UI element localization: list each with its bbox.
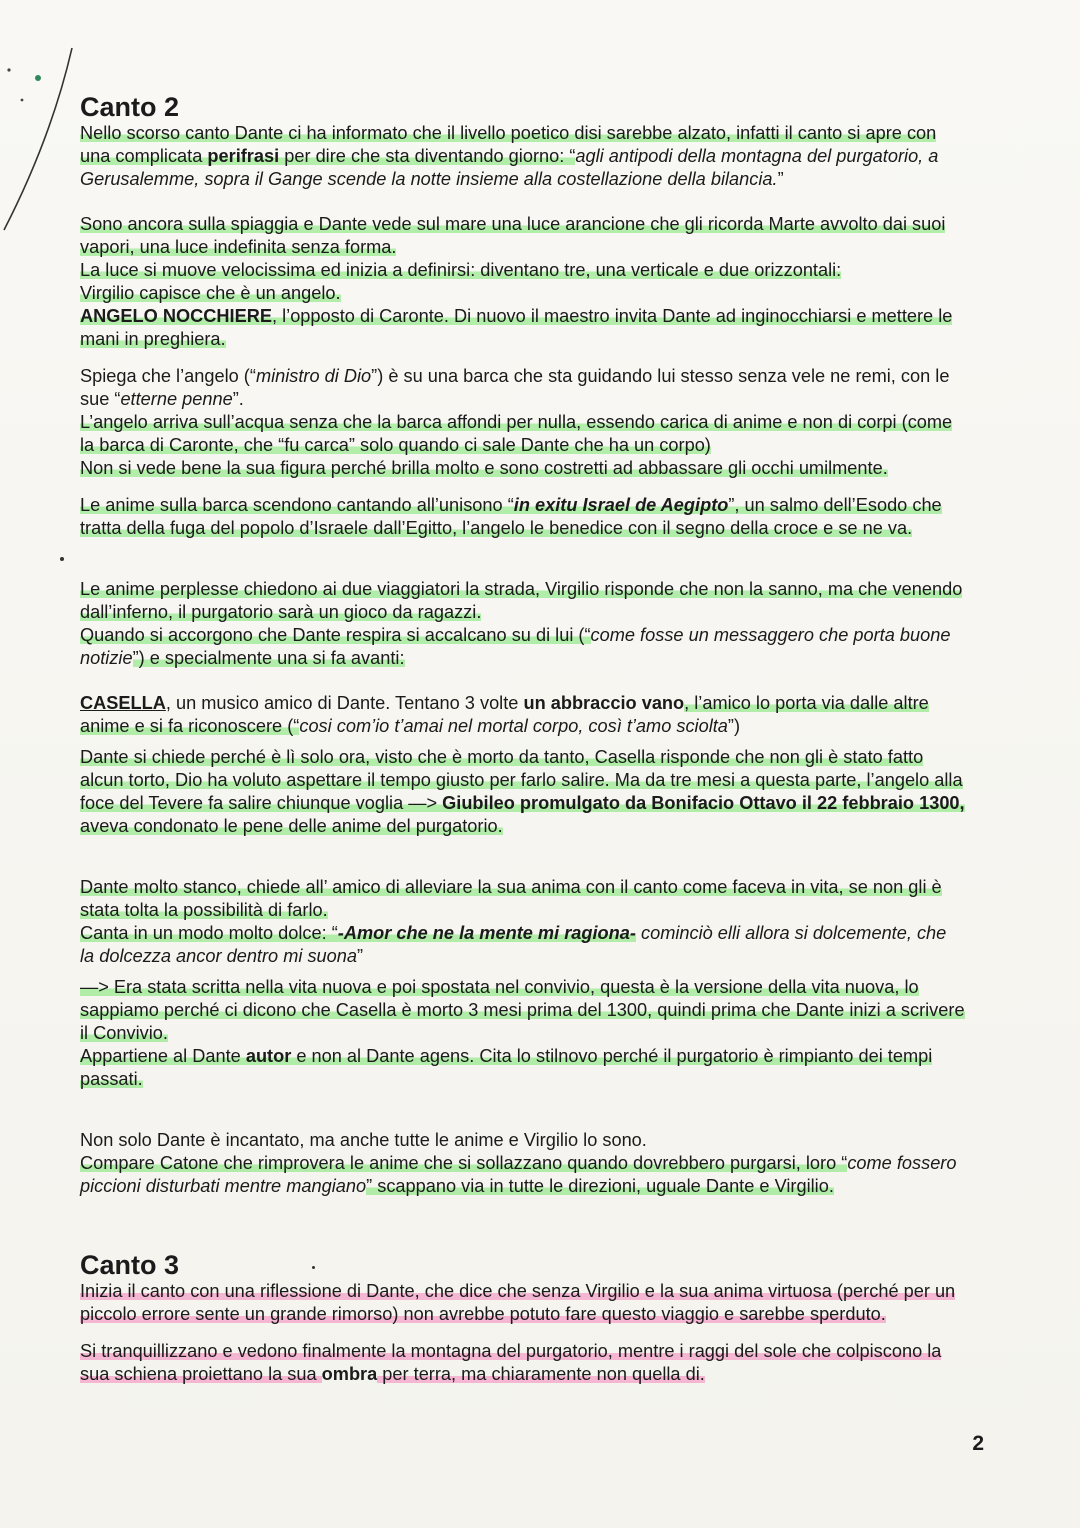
canto3-paragraph-1: Inizia il canto con una riflessione di Dante, che dice che senza Virgilio e la sua anima virtuosa (perché per un piccolo errore sente un grande rimorso) non avrebbe potuto fare questo viaggio e sarebbe sperduto. bbox=[80, 1281, 956, 1324]
canto2-paragraph-10: Non solo Dante è incantato, ma anche tutte le anime e Virgilio lo sono. Compare Catone che rimprovera le anime che si sollazzano quando dovrebbero purgarsi, loro “come fossero piccioni disturbati mentre mangiano” scappano via in tutte le direzioni, uguale Dante e Virgilio. bbox=[80, 1130, 957, 1196]
canto2-paragraph-8: Dante molto stanco, chiede all’ amico di alleviare la sua anima con il canto come faceva in vita, se non gli è stata tolta la possibilità di farlo. Canta in un modo molto dolce: “-Amor che ne la mente mi ragiona- cominciò elli allora si dolcemente, che la dolcezza ancor dentro mi suona” bbox=[80, 877, 947, 966]
canto2-heading: Canto 2 bbox=[80, 92, 180, 122]
ink-dot bbox=[60, 557, 64, 561]
canto2-paragraph-2: Sono ancora sulla spiaggia e Dante vede sul mare una luce arancione che gli ricorda Marte avvolto dai suoi vapori, una luce indefinita senza forma. La luce si muove velocissima ed inizia a definirsi: diventano tre, una verticale e due orizzontali: Virgilio capisce che è un angelo. ANGELO NOCCHIERE, l’opposto di Caronte. Di nuovo il maestro invita Dante ad inginocchiarsi e mettere le mani in preghiera. bbox=[80, 214, 953, 349]
canto2-paragraph-9: —> Era stata scritta nella vita nuova e poi spostata nel convivio, questa è la versione della vita nuova, lo sappiamo perché ci dicono che Casella è morto 3 mesi prima del 1300, quindi prima che Dante inizi a scrivere il Convivio. Appartiene al Dante autor e non al Dante agens. Cita lo stilnovo perché il purgatorio è rimpianto dei tempi passati. bbox=[80, 977, 965, 1089]
canto2-paragraph-6: CASELLA, un musico amico di Dante. Tentano 3 volte un abbraccio vano, l’amico lo porta via dalle altre anime e si fa riconoscere (“cosi com’io t’amai nel mortal corpo, così t’amo sciolta”) bbox=[80, 693, 929, 736]
pen-stroke-decoration bbox=[0, 40, 90, 240]
canto2-paragraph-7: Dante si chiede perché è lì solo ora, visto che è morto da tanto, Casella risponde che non gli è stato fatto alcun torto, Dio ha voluto aspettare il tempo giusto per farlo salire. Ma da tre mesi a questa parte, l’angelo alla foce del Tevere fa salire chiunque voglia —> Giubileo promulgato da Bonifacio Ottavo il 22 febbraio 1300, aveva condonato le pene delle anime del purgatorio. bbox=[80, 747, 965, 836]
page-number: 2 bbox=[972, 1432, 984, 1455]
canto2-paragraph-4: Le anime sulla barca scendono cantando all’unisono “in exitu Israel de Aegipto”, un salmo dell’Esodo che tratta della fuga del popolo d’Israele dall’Egitto, l’angelo le benedice con il segno della croce e se ne va. bbox=[80, 495, 942, 538]
ink-dot bbox=[312, 1266, 315, 1269]
canto2-paragraph-1: Nello scorso canto Dante ci ha informato che il livello poetico disi sarebbe alzato, infatti il canto si apre con una complicata perifrasi per dire che sta diventando giorno: “agli antipodi della montagna del purgatorio, a Gerusalemme, sopra il Gange scende la notte insieme alla costellazione della bilancia.” bbox=[80, 123, 939, 189]
notes-body bbox=[80, 92, 965, 1386]
canto3-heading: Canto 3 bbox=[80, 1250, 180, 1280]
canto2-paragraph-5: Le anime perplesse chiedono ai due viaggiatori la strada, Virgilio risponde che non la sanno, ma che venendo dall’inferno, il purgatorio sarà un gioco da ragazzi. Quando si accorgono che Dante respira si accalcano su di lui (“come fosse un messaggero che porta buone notizie”) e specialmente una si fa avanti: bbox=[80, 579, 963, 668]
canto2-paragraph-3: Spiega che l’angelo (“ministro di Dio”) è su una barca che sta guidando lui stesso senza vele ne remi, con le sue “etterne penne”. L’angelo arriva sull’acqua senza che la barca affondi per nulla, essendo carica di anime e non di corpi (come la barca di Caronte, che “fu carca” solo quando ci sale Dante che ha un corpo) Non si vede bene la sua figura perché brilla molto e sono costretti ad abbassare gli occhi umilmente. bbox=[80, 366, 953, 478]
canto3-paragraph-2: Si tranquillizzano e vedono finalmente la montagna del purgatorio, mentre i raggi del sole che colpiscono la sua schiena proiettano la sua ombra per terra, ma chiaramente non quella di. bbox=[80, 1341, 942, 1384]
